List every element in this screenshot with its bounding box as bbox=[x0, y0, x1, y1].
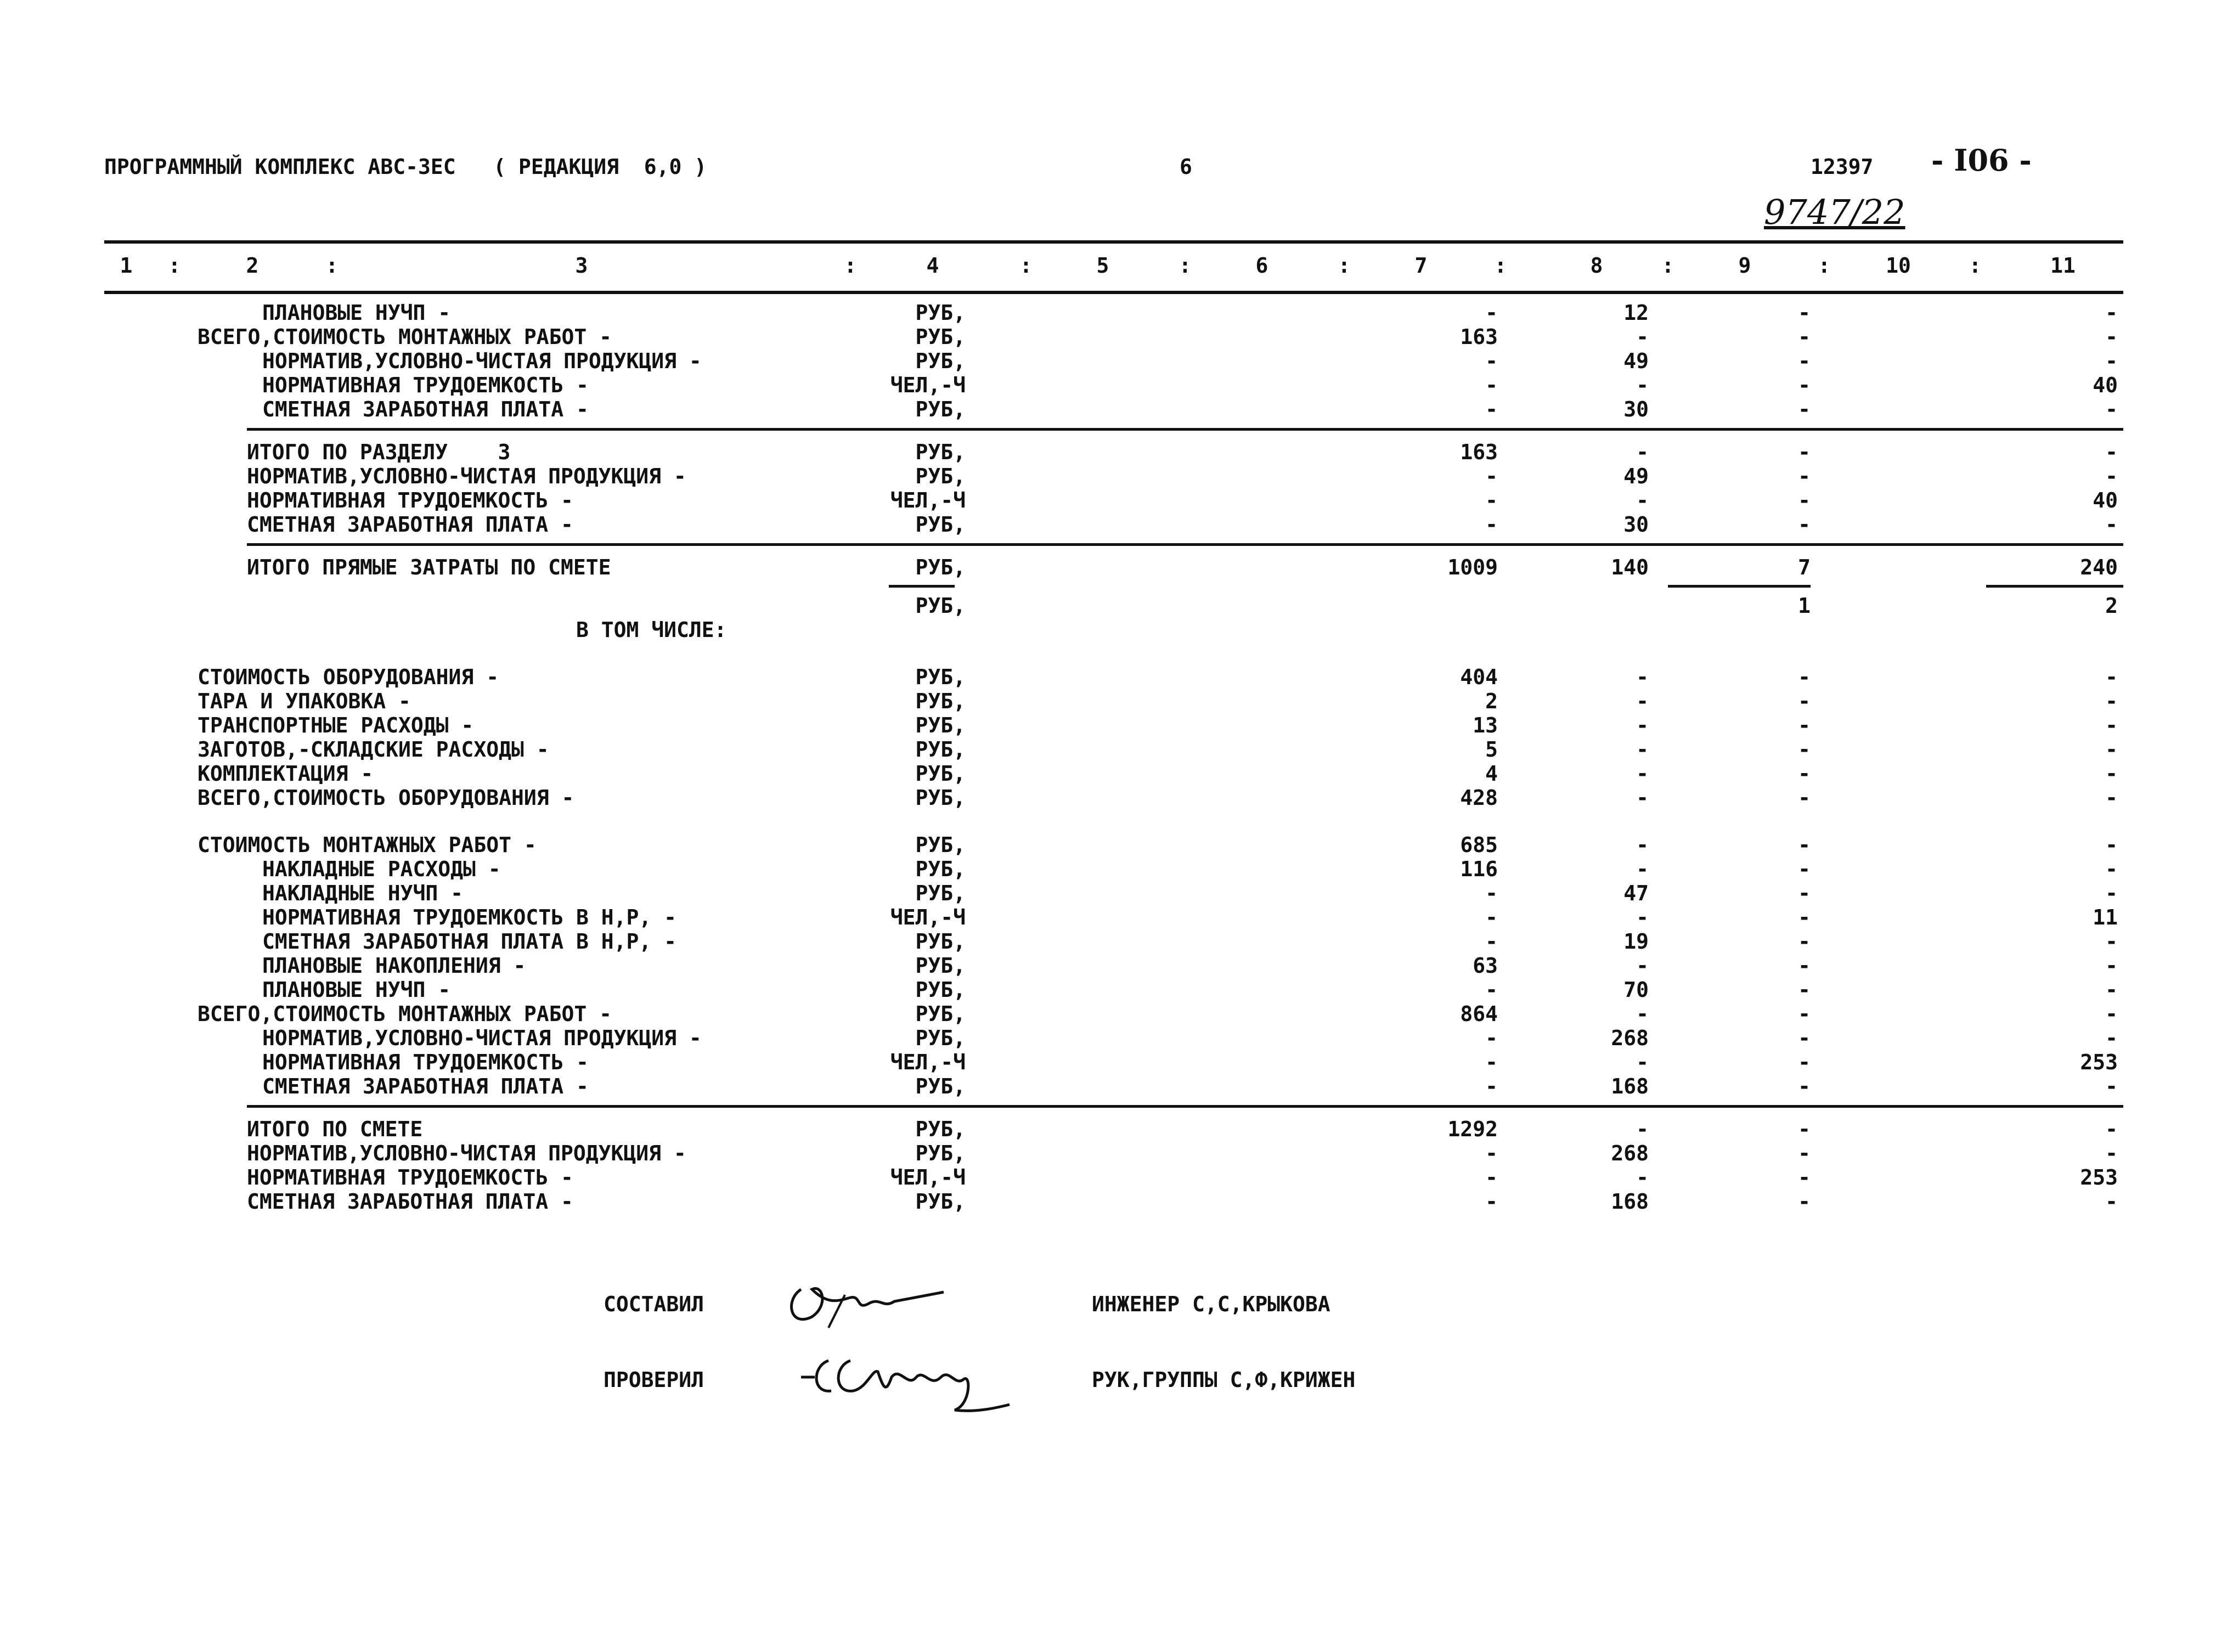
row-col7: - bbox=[1485, 1189, 1498, 1214]
row-col7: - bbox=[1485, 349, 1498, 373]
row-col9: - bbox=[1798, 929, 1811, 954]
row-col8: 47 bbox=[1623, 881, 1649, 905]
row-unit: РУБ, bbox=[915, 978, 966, 1002]
row-col7: - bbox=[1485, 1165, 1498, 1189]
row-col7: 163 bbox=[1460, 440, 1498, 464]
row-col8: 268 bbox=[1611, 1141, 1649, 1165]
row-col7: 1292 bbox=[1447, 1117, 1498, 1141]
row-col7: - bbox=[1485, 373, 1498, 397]
row-unit: РУБ, bbox=[915, 464, 966, 488]
row-col9: - bbox=[1798, 689, 1811, 713]
row-unit: РУБ, bbox=[915, 881, 966, 905]
row-col7: 864 bbox=[1460, 1002, 1498, 1026]
row-col9: - bbox=[1798, 978, 1811, 1002]
checker-signature bbox=[790, 1339, 1020, 1427]
row-unit: ЧЕЛ,-Ч bbox=[890, 905, 966, 929]
row-unit: РУБ, bbox=[915, 325, 966, 349]
row-label: ВСЕГО,СТОИМОСТЬ ОБОРУДОВАНИЯ - bbox=[198, 786, 574, 810]
row-col8: - bbox=[1636, 689, 1649, 713]
row-col7: 13 bbox=[1473, 713, 1498, 737]
column-separator: : bbox=[1969, 253, 1982, 278]
row-col7: - bbox=[1485, 1050, 1498, 1074]
row-col7: - bbox=[1485, 397, 1498, 421]
row-col11: - bbox=[2105, 464, 2118, 488]
row-col9: 7 bbox=[1798, 555, 1811, 579]
row-label: НАКЛАДНЫЕ НУЧП - bbox=[262, 881, 464, 905]
row-label: ПЛАНОВЫЕ НУЧП - bbox=[262, 978, 451, 1002]
column-number-10: 10 bbox=[1886, 253, 1911, 278]
row-label: ВСЕГО,СТОИМОСТЬ МОНТАЖНЫХ РАБОТ - bbox=[198, 325, 612, 349]
row-unit: РУБ, bbox=[915, 1141, 966, 1165]
row-col7: 163 bbox=[1460, 325, 1498, 349]
row-label: НОРМАТИВ,УСЛОВНО-ЧИСТАЯ ПРОДУКЦИЯ - bbox=[247, 464, 686, 488]
row-col8: - bbox=[1636, 1117, 1649, 1141]
row-col11: - bbox=[2105, 397, 2118, 421]
row-unit: РУБ, bbox=[915, 397, 966, 421]
row-label: СМЕТНАЯ ЗАРАБОТНАЯ ПЛАТА - bbox=[262, 397, 589, 421]
row-label: ТАРА И УПАКОВКА - bbox=[198, 689, 411, 713]
row-col9: - bbox=[1798, 440, 1811, 464]
row-col9: - bbox=[1798, 713, 1811, 737]
row-col11: - bbox=[2105, 1026, 2118, 1050]
row-label: НОРМАТИВНАЯ ТРУДОЕМКОСТЬ В Н,Р, - bbox=[262, 905, 676, 929]
row-col11: - bbox=[2105, 325, 2118, 349]
column-number-11: 11 bbox=[2050, 253, 2076, 278]
row-col9: - bbox=[1798, 349, 1811, 373]
row-unit: РУБ, bbox=[915, 1117, 966, 1141]
row-label: ВСЕГО,СТОИМОСТЬ МОНТАЖНЫХ РАБОТ - bbox=[198, 1002, 612, 1026]
row-label: ИТОГО ПО СМЕТЕ bbox=[247, 1117, 423, 1141]
row-col11: - bbox=[2105, 929, 2118, 954]
row-col9: - bbox=[1798, 1074, 1811, 1098]
row-unit: РУБ, bbox=[915, 737, 966, 762]
row-label: НОРМАТИВ,УСЛОВНО-ЧИСТАЯ ПРОДУКЦИЯ - bbox=[247, 1141, 686, 1165]
row-col7: 1009 bbox=[1447, 555, 1498, 579]
row-col11: 40 bbox=[2093, 373, 2118, 397]
row-label: НОРМАТИВНАЯ ТРУДОЕМКОСТЬ - bbox=[262, 373, 589, 397]
row-col8: - bbox=[1636, 905, 1649, 929]
row-col11: - bbox=[2105, 689, 2118, 713]
row-col7: - bbox=[1485, 512, 1498, 537]
column-separator: : bbox=[1661, 253, 1674, 278]
row-col8: 19 bbox=[1623, 929, 1649, 954]
row-col8: - bbox=[1636, 762, 1649, 786]
row-label: ЗАГОТОВ,-СКЛАДСКИЕ РАСХОДЫ - bbox=[198, 737, 549, 762]
row-col9: - bbox=[1798, 905, 1811, 929]
row-col11: - bbox=[2105, 713, 2118, 737]
compiler-signature bbox=[779, 1267, 960, 1344]
row-col7: - bbox=[1485, 1141, 1498, 1165]
section-rule bbox=[247, 428, 2123, 431]
compiler-name: ИНЖЕНЕР С,С,КРЫКОВА bbox=[1092, 1292, 1330, 1316]
row-col8: 49 bbox=[1623, 464, 1649, 488]
row-col7: 685 bbox=[1460, 833, 1498, 857]
row-col11: 240 bbox=[2080, 555, 2118, 579]
column-number-8: 8 bbox=[1590, 253, 1603, 278]
document-code: 12397 bbox=[1811, 155, 1874, 179]
row-col7: - bbox=[1485, 905, 1498, 929]
row-col7: - bbox=[1485, 301, 1498, 325]
row-unit: РУБ, bbox=[915, 1026, 966, 1050]
row-col7: - bbox=[1485, 1026, 1498, 1050]
column-separator: : bbox=[325, 253, 339, 278]
column-separator: : bbox=[844, 253, 857, 278]
header-top-rule bbox=[104, 240, 2123, 244]
row-col9: - bbox=[1798, 325, 1811, 349]
row-label: НОРМАТИВНАЯ ТРУДОЕМКОСТЬ - bbox=[247, 1165, 573, 1189]
row-col9: - bbox=[1798, 954, 1811, 978]
row-unit: РУБ, bbox=[915, 713, 966, 737]
row-unit: РУБ, bbox=[915, 689, 966, 713]
row-col8: - bbox=[1636, 373, 1649, 397]
row-label: СМЕТНАЯ ЗАРАБОТНАЯ ПЛАТА - bbox=[262, 1074, 589, 1098]
row-col11: - bbox=[2105, 857, 2118, 881]
row-col7: - bbox=[1485, 929, 1498, 954]
row-col11: - bbox=[2105, 1002, 2118, 1026]
row-col11: - bbox=[2105, 954, 2118, 978]
fraction-bar bbox=[1986, 585, 2123, 588]
row-label: СМЕТНАЯ ЗАРАБОТНАЯ ПЛАТА - bbox=[247, 512, 573, 537]
row-unit: РУБ, bbox=[915, 857, 966, 881]
row-col8: 168 bbox=[1611, 1074, 1649, 1098]
row-col7: - bbox=[1485, 1074, 1498, 1098]
row-col7: - bbox=[1485, 488, 1498, 512]
section-rule bbox=[247, 543, 2123, 546]
row-col9: - bbox=[1798, 1050, 1811, 1074]
row-col8: - bbox=[1636, 713, 1649, 737]
row-col8: - bbox=[1636, 954, 1649, 978]
row-col8: 168 bbox=[1611, 1189, 1649, 1214]
column-number-5: 5 bbox=[1096, 253, 1109, 278]
column-separator: : bbox=[1818, 253, 1831, 278]
sheet-number: - I06 - bbox=[1931, 143, 2032, 178]
row-col11: - bbox=[2105, 1117, 2118, 1141]
row-col11: - bbox=[2105, 1189, 2118, 1214]
row-unit: РУБ, bbox=[915, 786, 966, 810]
row-col11: - bbox=[2105, 349, 2118, 373]
row-col7: 63 bbox=[1473, 954, 1498, 978]
row-col11: 2 bbox=[2105, 594, 2118, 618]
row-label: НОРМАТИВ,УСЛОВНО-ЧИСТАЯ ПРОДУКЦИЯ - bbox=[262, 349, 702, 373]
row-col9: - bbox=[1798, 301, 1811, 325]
row-col9: - bbox=[1798, 833, 1811, 857]
row-col7: - bbox=[1485, 978, 1498, 1002]
row-col7: 404 bbox=[1460, 665, 1498, 689]
row-unit: ЧЕЛ,-Ч bbox=[890, 373, 966, 397]
row-col11: - bbox=[2105, 1141, 2118, 1165]
row-label: ТРАНСПОРТНЫЕ РАСХОДЫ - bbox=[198, 713, 474, 737]
checker-name: РУК,ГРУППЫ С,Ф,КРИЖЕН bbox=[1092, 1368, 1356, 1392]
section-rule bbox=[247, 1105, 2123, 1108]
row-col8: 49 bbox=[1623, 349, 1649, 373]
row-col9: - bbox=[1798, 488, 1811, 512]
row-label: ИТОГО ПО РАЗДЕЛУ 3 bbox=[247, 440, 511, 464]
row-col11: - bbox=[2105, 786, 2118, 810]
row-col9: - bbox=[1798, 786, 1811, 810]
row-col9: - bbox=[1798, 397, 1811, 421]
row-col8: - bbox=[1636, 325, 1649, 349]
row-col8: - bbox=[1636, 833, 1649, 857]
row-label: НОРМАТИВНАЯ ТРУДОЕМКОСТЬ - bbox=[262, 1050, 589, 1074]
row-unit: РУБ, bbox=[915, 1074, 966, 1098]
row-col8: 140 bbox=[1611, 555, 1649, 579]
page-number: 6 bbox=[1180, 155, 1192, 179]
row-col9: - bbox=[1798, 1141, 1811, 1165]
row-col8: - bbox=[1636, 1165, 1649, 1189]
row-col8: - bbox=[1636, 488, 1649, 512]
row-col8: - bbox=[1636, 737, 1649, 762]
handwritten-code: 9747/22 bbox=[1764, 192, 1905, 232]
row-col9: - bbox=[1798, 737, 1811, 762]
row-label: НОРМАТИВНАЯ ТРУДОЕМКОСТЬ - bbox=[247, 488, 573, 512]
header-bottom-rule bbox=[104, 291, 2123, 294]
row-col11: 40 bbox=[2093, 488, 2118, 512]
compiled-label: СОСТАВИЛ bbox=[604, 1292, 704, 1316]
program-title: ПРОГРАММНЫЙ КОМПЛЕКС АВС-3ЕС ( РЕДАКЦИЯ 6,0 ) bbox=[104, 155, 707, 179]
row-col11: - bbox=[2105, 881, 2118, 905]
row-unit: РУБ, bbox=[915, 301, 966, 325]
row-col11: - bbox=[2105, 1074, 2118, 1098]
column-number-1: 1 bbox=[120, 253, 133, 278]
row-unit: РУБ, bbox=[915, 762, 966, 786]
row-col9: - bbox=[1798, 373, 1811, 397]
fraction-bar bbox=[889, 585, 955, 588]
row-col8: 70 bbox=[1623, 978, 1649, 1002]
row-col8: - bbox=[1636, 1050, 1649, 1074]
row-col9: - bbox=[1798, 1165, 1811, 1189]
row-col11: 253 bbox=[2080, 1050, 2118, 1074]
row-col7: - bbox=[1485, 881, 1498, 905]
row-label: ПЛАНОВЫЕ НУЧП - bbox=[262, 301, 451, 325]
column-number-6: 6 bbox=[1255, 253, 1268, 278]
row-col8: - bbox=[1636, 665, 1649, 689]
checked-label: ПРОВЕРИЛ bbox=[604, 1368, 704, 1392]
row-unit: ЧЕЛ,-Ч bbox=[890, 1165, 966, 1189]
row-unit: РУБ, bbox=[915, 665, 966, 689]
row-col9: - bbox=[1798, 1117, 1811, 1141]
row-col11: - bbox=[2105, 762, 2118, 786]
row-unit: ЧЕЛ,-Ч bbox=[890, 1050, 966, 1074]
column-number-9: 9 bbox=[1738, 253, 1751, 278]
row-col11: 11 bbox=[2093, 905, 2118, 929]
row-col9: - bbox=[1798, 464, 1811, 488]
row-col7: 2 bbox=[1485, 689, 1498, 713]
column-separator: : bbox=[1179, 253, 1192, 278]
row-col9: 1 bbox=[1798, 594, 1811, 618]
row-label: СТОИМОСТЬ ОБОРУДОВАНИЯ - bbox=[198, 665, 499, 689]
column-separator: : bbox=[168, 253, 181, 278]
row-col8: 268 bbox=[1611, 1026, 1649, 1050]
row-col9: - bbox=[1798, 857, 1811, 881]
row-col11: - bbox=[2105, 512, 2118, 537]
row-label: СТОИМОСТЬ МОНТАЖНЫХ РАБОТ - bbox=[198, 833, 537, 857]
row-col11: - bbox=[2105, 978, 2118, 1002]
row-col11: - bbox=[2105, 301, 2118, 325]
row-label: ИТОГО ПРЯМЫЕ ЗАТРАТЫ ПО СМЕТЕ bbox=[247, 555, 611, 579]
column-separator: : bbox=[1494, 253, 1507, 278]
row-col11: - bbox=[2105, 737, 2118, 762]
row-unit: РУБ, bbox=[915, 440, 966, 464]
row-col7: 116 bbox=[1460, 857, 1498, 881]
row-label: КОМПЛЕКТАЦИЯ - bbox=[198, 762, 374, 786]
row-col7: 4 bbox=[1485, 762, 1498, 786]
row-col9: - bbox=[1798, 512, 1811, 537]
row-col8: 30 bbox=[1623, 512, 1649, 537]
row-unit: РУБ, bbox=[915, 594, 966, 618]
row-col11: 253 bbox=[2080, 1165, 2118, 1189]
row-unit: РУБ, bbox=[915, 349, 966, 373]
row-col7: 428 bbox=[1460, 786, 1498, 810]
row-unit: РУБ, bbox=[915, 929, 966, 954]
row-col9: - bbox=[1798, 762, 1811, 786]
row-col11: - bbox=[2105, 440, 2118, 464]
row-label: СМЕТНАЯ ЗАРАБОТНАЯ ПЛАТА В Н,Р, - bbox=[262, 929, 676, 954]
row-col7: 5 bbox=[1485, 737, 1498, 762]
row-col8: 30 bbox=[1623, 397, 1649, 421]
column-separator: : bbox=[1019, 253, 1033, 278]
row-col9: - bbox=[1798, 881, 1811, 905]
row-unit: РУБ, bbox=[915, 954, 966, 978]
row-col8: - bbox=[1636, 786, 1649, 810]
row-col8: - bbox=[1636, 440, 1649, 464]
row-unit: РУБ, bbox=[915, 512, 966, 537]
row-col9: - bbox=[1798, 1026, 1811, 1050]
row-label: НАКЛАДНЫЕ РАСХОДЫ - bbox=[262, 857, 501, 881]
row-col11: - bbox=[2105, 833, 2118, 857]
row-label: В ТОМ ЧИСЛЕ: bbox=[576, 618, 727, 642]
fraction-bar bbox=[1668, 585, 1811, 588]
row-col8: - bbox=[1636, 1002, 1649, 1026]
row-unit: РУБ, bbox=[915, 555, 966, 579]
row-col9: - bbox=[1798, 1002, 1811, 1026]
column-number-3: 3 bbox=[575, 253, 588, 278]
row-label: ПЛАНОВЫЕ НАКОПЛЕНИЯ - bbox=[262, 954, 526, 978]
column-number-4: 4 bbox=[926, 253, 939, 278]
row-unit: РУБ, bbox=[915, 1002, 966, 1026]
row-col8: - bbox=[1636, 857, 1649, 881]
row-unit: ЧЕЛ,-Ч bbox=[890, 488, 966, 512]
row-unit: РУБ, bbox=[915, 833, 966, 857]
row-label: СМЕТНАЯ ЗАРАБОТНАЯ ПЛАТА - bbox=[247, 1189, 573, 1214]
row-unit: РУБ, bbox=[915, 1189, 966, 1214]
row-label: НОРМАТИВ,УСЛОВНО-ЧИСТАЯ ПРОДУКЦИЯ - bbox=[262, 1026, 702, 1050]
column-separator: : bbox=[1338, 253, 1351, 278]
row-col8: 12 bbox=[1623, 301, 1649, 325]
column-number-2: 2 bbox=[246, 253, 259, 278]
row-col9: - bbox=[1798, 665, 1811, 689]
row-col7: - bbox=[1485, 464, 1498, 488]
row-col11: - bbox=[2105, 665, 2118, 689]
row-col9: - bbox=[1798, 1189, 1811, 1214]
column-number-7: 7 bbox=[1414, 253, 1428, 278]
